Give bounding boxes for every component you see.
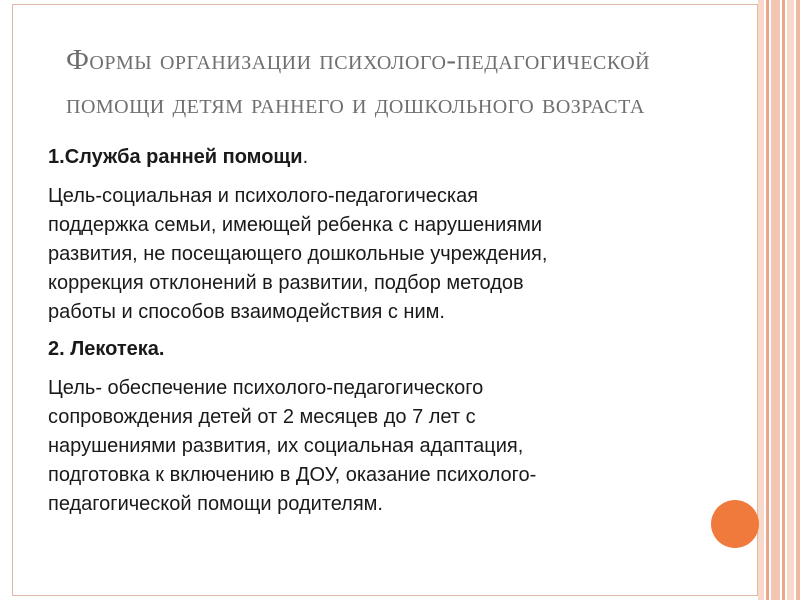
section-1-number: 1. xyxy=(48,146,65,168)
stripe xyxy=(782,0,785,600)
section-1-heading xyxy=(48,143,688,172)
text-line: Цель-социальная и психолого-педагогическая xyxy=(48,185,479,207)
title-line-2: помощи детям раннего и дошкольного возраста xyxy=(66,88,645,120)
stripe xyxy=(796,0,800,600)
slide-body xyxy=(48,143,688,527)
text-line: коррекция отклонений в развитии, подбор методов xyxy=(48,272,524,294)
text-line: Цель- обеспечение психолого-педагогического xyxy=(48,377,484,399)
text-line: подготовка к включению в ДОУ, оказание психолого- xyxy=(48,464,537,486)
section-1-title: Служба ранней помощи xyxy=(64,146,303,168)
title-line-1: Формы организации психолого-педагогической xyxy=(66,44,651,76)
stripe xyxy=(766,0,769,600)
section-2-text xyxy=(48,374,688,519)
text-line: поддержка семьи, имеющей ребенка с нарушениями xyxy=(48,214,543,236)
stripe xyxy=(787,0,794,600)
text-line: нарушениями развития, их социальная адаптация, xyxy=(48,435,524,457)
stripe xyxy=(771,0,780,600)
section-2-heading: 2. Лекотека. xyxy=(48,338,165,360)
text-line: развития, не посещающего дошкольные учреждения, xyxy=(48,243,548,265)
section-1-text xyxy=(48,182,688,327)
text-line: работы и способов взаимодействия с ним. xyxy=(48,301,445,323)
text-line: педагогической помощи родителям. xyxy=(48,493,383,515)
text-line: сопровождения детей от 2 месяцев до 7 лет с xyxy=(48,406,476,428)
slide-title xyxy=(66,38,766,126)
decorative-circle xyxy=(711,500,759,548)
section-1-dot: . xyxy=(302,146,309,168)
